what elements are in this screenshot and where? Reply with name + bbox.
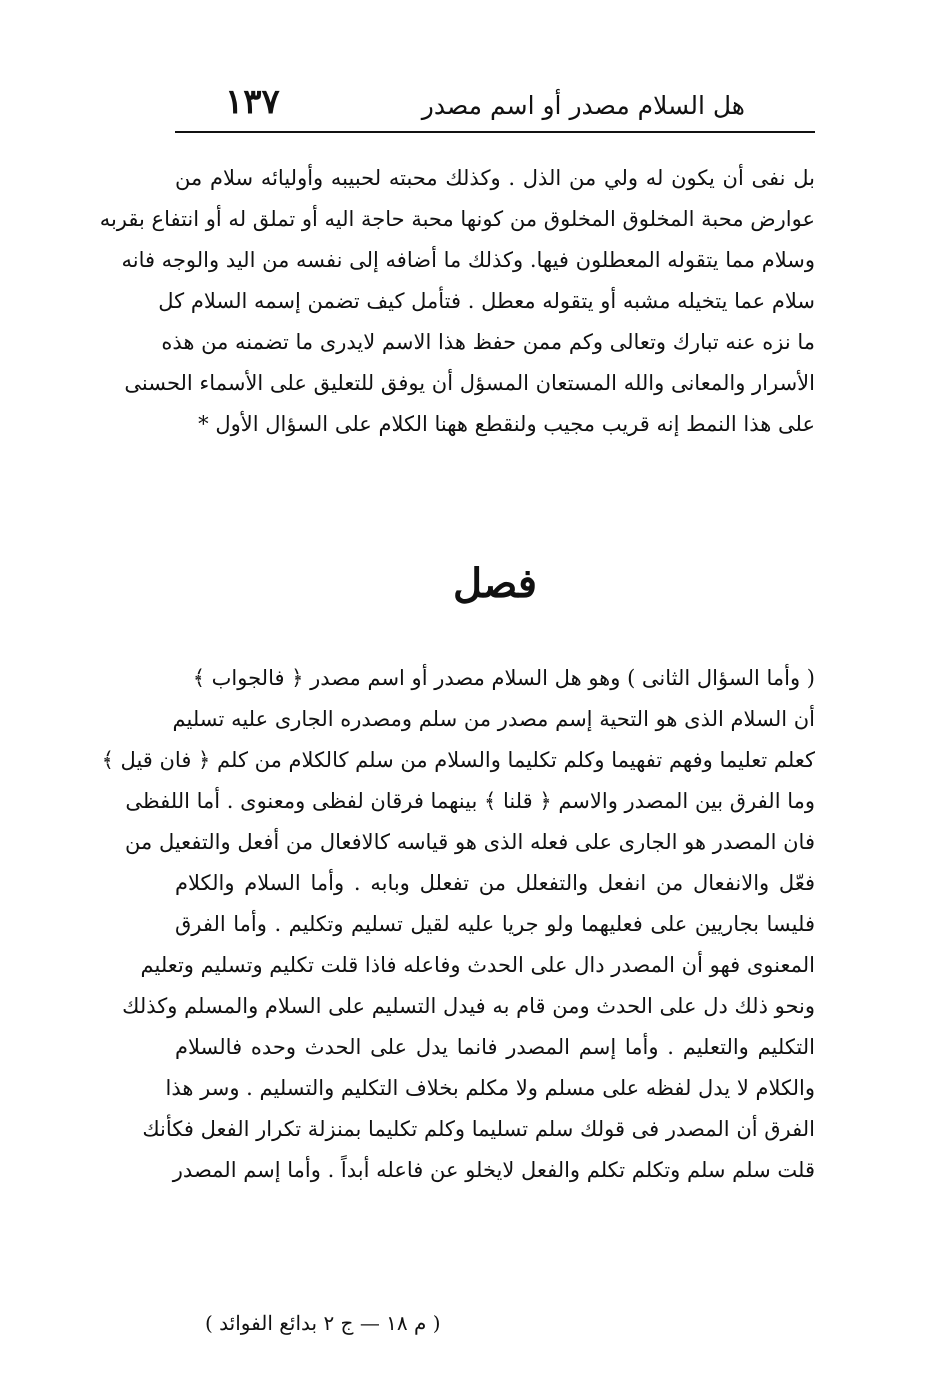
text-line: قلت سلم سلم وتكلم تكلم والفعل لايخلو عن فاعله أبداً . وأما إسم المصدر: [172, 1158, 815, 1182]
paragraph-continuation: [99, 158, 815, 445]
section-heading: فصل: [452, 560, 538, 607]
text-line: والكلام لا يدل لفظه على مسلم ولا مكلم بخلاف التكليم والتسليم . وسر هذا: [165, 1076, 815, 1100]
text-line: سلام عما يتخيله مشبه أو يتقوله معطل . فتأمل كيف تضمن إسمه السلام كل: [158, 289, 815, 313]
text-line: ( وأما السؤال الثانى ) وهو هل السلام مصدر أو اسم مصدر ﴿ فالجواب ﴾: [192, 666, 815, 690]
text-line: ما نزه عنه تبارك وتعالى وكم ممن حفظ هذا الاسم لايدرى ما تضمنه من هذه: [161, 330, 815, 354]
text-line: الفرق أن المصدر فى قولك سلم تسليما وكلم تكليما بمنزلة تكرار الفعل فكأنك: [142, 1117, 815, 1141]
text-line: الأسرار والمعانى والله المستعان المسؤل أن يوفق للتعليق على الأسماء الحسنى: [124, 371, 815, 395]
text-line: أن السلام الذى هو التحية إسم مصدر من سلم ومصدره الجارى عليه تسليم: [172, 707, 815, 731]
text-line: فان المصدر هو الجارى على فعله الذى هو قياسه كالافعال من أفعل والتفعيل من: [125, 830, 815, 854]
page-header: [175, 78, 815, 128]
text-line: بل نفى أن يكون له ولي من الذل . وكذلك محبته لحبيبه وأوليائه سلام من: [175, 166, 815, 190]
header-rule: [175, 131, 815, 133]
section-body: [101, 658, 815, 1191]
text-line: كعلم تعليما وفهم تفهيما وكلم تكليما والسلام من سلم كالكلام من كلم ﴿ فان قيل ﴾: [101, 748, 815, 772]
text-line: المعنوى فهو أن المصدر دال على الحدث وفاعله فاذا قلت تكليم وتسليم وتعليم: [140, 953, 815, 977]
text-line: التكليم والتعليم . وأما إسم المصدر فانما يدل على الحدث وحده فالسلام: [175, 1035, 815, 1059]
text-line: فعّل والانفعال من انفعل والتفعلل من تفعلل وبابه . وأما السلام والكلام: [175, 871, 815, 895]
text-line: على هذا النمط إنه قريب مجيب ولنقطع ههنا الكلام على السؤال الأول ‌*: [198, 412, 815, 436]
text-line: عوارض محبة المخلوق المخلوق من كونها محبة حاجة اليه أو تملق له أو انتفاع بقربه: [99, 207, 815, 231]
printer-signature: ( م ١٨ — ج ٢ بدائع الفوائد ): [205, 1311, 441, 1335]
page-number: ١٣٧: [225, 82, 280, 122]
text-line: فليسا بجاريين على فعليهما ولو جريا عليه لقيل تسليم وتكليم . وأما الفرق: [175, 912, 815, 936]
text-line: وسلام مما يتقوله المعطلون فيها. وكذلك ما أضافه إلى نفسه من اليد والوجه فانه: [121, 248, 815, 272]
running-title: هل السلام مصدر أو اسم مصدر: [421, 91, 745, 120]
text-line: وما الفرق بين المصدر والاسم ﴿ قلنا ﴾ بينهما فرقان لفظى ومعنوى . أما اللفظى: [125, 789, 815, 813]
text-line: ونحو ذلك دل على الحدث ومن قام به فيدل التسليم على السلام والمسلم وكذلك: [122, 994, 815, 1018]
